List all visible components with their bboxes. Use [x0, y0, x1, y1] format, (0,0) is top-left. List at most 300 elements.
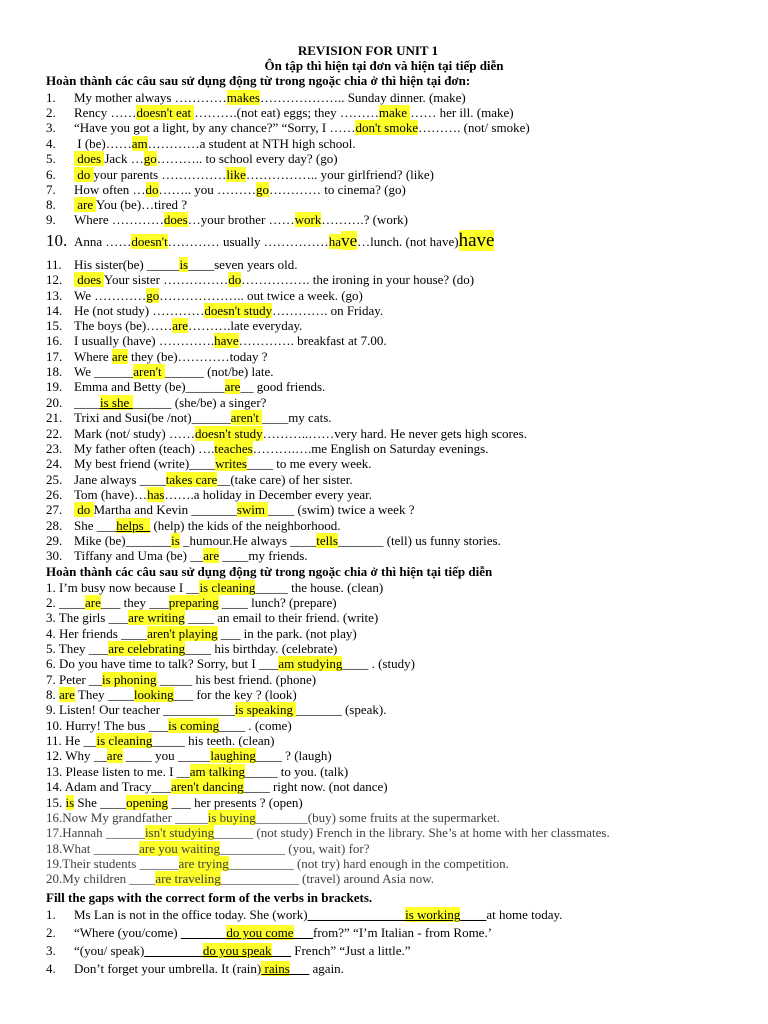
- section1-item: [46, 441, 488, 456]
- item-number: 7.: [46, 672, 56, 687]
- item-number: 12.: [46, 272, 63, 287]
- section1-item: [46, 379, 325, 394]
- sentence-text: Jack …: [104, 151, 144, 166]
- section3-item: [46, 943, 411, 958]
- sentence-text: ………… to cinema? (go): [269, 182, 406, 197]
- item-number: 19.: [46, 379, 63, 394]
- sentence-text: from?” “I’m Italian - from Rome.’: [313, 925, 493, 940]
- sentence-text: _______ (speak).: [296, 702, 387, 717]
- item-number: 18.: [46, 841, 63, 856]
- section1-item: [46, 410, 332, 425]
- answer-text: does: [163, 212, 188, 227]
- sentence-text: My best friend (write)____: [74, 456, 216, 471]
- item-number: 3.: [46, 120, 56, 135]
- section1-item: [46, 426, 527, 441]
- sentence-text: ___ they ___: [100, 595, 169, 610]
- section1-item: [46, 518, 340, 533]
- answer-text: laughing: [210, 748, 256, 763]
- sentence-text: Trixi and Susi(be /not)______: [74, 410, 231, 425]
- answer-text: has: [147, 487, 165, 502]
- sentence-text: __(take care) of her sister.: [217, 472, 353, 487]
- section1-item: [46, 120, 530, 135]
- item-number: 11.: [46, 733, 62, 748]
- answer-text: is buying: [207, 810, 256, 825]
- sentence-text: ____ lunch? (prepare): [218, 595, 337, 610]
- section2-item: [46, 687, 297, 702]
- sentence-text: Mark (not/ study) ……: [74, 426, 195, 441]
- item-number: 16.: [46, 333, 63, 348]
- item-number: 4.: [46, 961, 56, 976]
- answer-text: are trying: [178, 856, 229, 871]
- sentence-text: ____ . (study): [342, 656, 415, 671]
- section1-item: [46, 151, 338, 166]
- sentence-text: ___ for the key ? (look): [173, 687, 297, 702]
- item-number: 15.: [46, 795, 63, 810]
- answer-text: don't smoke: [355, 120, 419, 135]
- item-number: 25.: [46, 472, 63, 487]
- sentence-text: ……….….me English on Saturday evenings.: [252, 441, 489, 456]
- item-number: 5.: [46, 641, 56, 656]
- section2-item: [46, 856, 509, 871]
- answer-text: are writing: [128, 610, 185, 625]
- answer-text: is coming: [168, 718, 220, 733]
- sentence-text: ……………….. out twice a week. (go): [159, 288, 363, 303]
- sentence-text: “(you/ speak): [74, 943, 145, 958]
- sentence-text: His sister(be) _____: [74, 257, 180, 272]
- sentence-text: …lunch. (not have): [357, 234, 459, 249]
- answer-text: is: [171, 533, 180, 548]
- sentence-text: ___ in the park. (not play): [217, 626, 357, 641]
- sentence-text: _____ his best friend. (phone): [156, 672, 317, 687]
- sentence-text: ______ (not study) French in the library. She’s at home with her classmates.: [214, 825, 610, 840]
- sentence-text: Anna ……: [74, 234, 132, 249]
- sentence-text: _____ to you. (talk): [244, 764, 349, 779]
- item-number: 22.: [46, 426, 63, 441]
- sentence-text: You (be)…tired ?: [95, 197, 187, 212]
- answer-text: do you speak: [202, 943, 272, 958]
- section2-item: [46, 702, 386, 717]
- section2-item: [46, 841, 370, 856]
- sentence-text: French” “Just a little.”: [291, 943, 411, 958]
- sentence-text: ……….? (work): [321, 212, 408, 227]
- sentence-text: Your sister ……………: [103, 272, 229, 287]
- sentence-text: Mike (be)_______: [74, 533, 172, 548]
- answer-text: am studying: [278, 656, 343, 671]
- answer-text: doesn't eat: [136, 105, 195, 120]
- sentence-text: again.: [309, 961, 344, 976]
- section1-item: [46, 272, 474, 287]
- answer-text: are: [74, 197, 96, 212]
- item-number: 29.: [46, 533, 63, 548]
- answer-text: is cleaning: [199, 580, 256, 595]
- item-number: 27.: [46, 502, 63, 517]
- sentence-text: …………. breakfast at 7.00.: [238, 333, 387, 348]
- sentence-text: ………. (not/ smoke): [418, 120, 530, 135]
- answer-text: writes: [215, 456, 247, 471]
- answer-text: doesn't study: [194, 426, 263, 441]
- item-number: 1.: [46, 907, 56, 922]
- sentence-text: Now My grandfather _____: [62, 810, 208, 825]
- sentence-text: …….. you ………: [158, 182, 256, 197]
- item-number: 6.: [46, 167, 56, 182]
- sentence-text: ………..……very hard. He never gets high scores.: [262, 426, 527, 441]
- answer-text: is: [179, 257, 189, 272]
- sentence-text: I usually (have) ………….: [74, 333, 215, 348]
- sentence-text: Rency ……: [74, 105, 137, 120]
- sentence-text: Why __: [62, 748, 107, 763]
- sentence-text: I (be)……: [74, 136, 132, 151]
- item-number: 23.: [46, 441, 63, 456]
- answer-text: takes care: [165, 472, 218, 487]
- answer-text: are you waiting: [139, 841, 221, 856]
- section1-item: [46, 349, 267, 364]
- answer-text: do: [145, 182, 159, 197]
- section1-item: [46, 472, 353, 487]
- answer-text: preparing: [168, 595, 219, 610]
- sentence-text: She ___: [74, 518, 117, 533]
- item-number: 15.: [46, 318, 63, 333]
- section1-item: [46, 182, 406, 197]
- section1-item: [46, 364, 274, 379]
- sentence-text: Their students ______: [62, 856, 179, 871]
- item-number: 9.: [46, 702, 56, 717]
- section3-item: [46, 907, 562, 922]
- item-number: 20.: [46, 395, 63, 410]
- answer-text: aren't dancing: [170, 779, 244, 794]
- sentence-text: He (not study) …………: [74, 303, 205, 318]
- item-number: 3.: [46, 610, 56, 625]
- sentence-text: ____seven years old.: [188, 257, 298, 272]
- section1-item: [46, 333, 387, 348]
- item-number: 20.: [46, 871, 63, 886]
- section2-item: [46, 672, 316, 687]
- sentence-text: …… her ill. (make): [410, 105, 514, 120]
- section1-item: [46, 533, 501, 548]
- sentence-text: They ___: [55, 641, 109, 656]
- answer-text: are celebrating: [108, 641, 186, 656]
- answer-text: opening: [126, 795, 169, 810]
- sentence-text: …………a student at NTH high school.: [147, 136, 356, 151]
- sentence-text: Where: [74, 349, 112, 364]
- answer-text: is she: [100, 395, 133, 410]
- sentence-text: ____ to me every week.: [246, 456, 372, 471]
- answer-text: like: [226, 167, 246, 182]
- section3-heading: Fill the gaps with the correct form of the verbs in brackets.: [46, 890, 373, 905]
- section1-item: [46, 90, 466, 105]
- item-number: 3.: [46, 943, 56, 958]
- sentence-text: your parents ……………: [93, 167, 227, 182]
- sentence-text: Martha and Kevin _______: [93, 502, 237, 517]
- section1-item: [46, 105, 514, 120]
- section2-item: [46, 748, 332, 763]
- section2-item: [46, 871, 434, 886]
- answer-text: is phoning: [101, 672, 157, 687]
- section1-item: [46, 502, 414, 517]
- item-number: 4.: [46, 626, 56, 641]
- sentence-text: Listen! Our teacher ___________: [55, 702, 235, 717]
- item-number: 8.: [46, 687, 56, 702]
- section1-heading: Hoàn thành các câu sau sử dụng động từ trong ngoặc chia ở thì hiện tại đơn:: [46, 73, 471, 88]
- item-number: 13.: [46, 764, 63, 779]
- sentence-text: ___: [293, 925, 313, 940]
- item-number: 17.: [46, 349, 63, 364]
- sentence-text: ____my friends.: [219, 548, 308, 563]
- sentence-text: ………… usually ……………: [167, 234, 329, 249]
- sentence-text: My children ____: [62, 871, 156, 886]
- item-number: 1.: [46, 90, 56, 105]
- item-number: 5.: [46, 151, 56, 166]
- answer-text: are traveling: [155, 871, 221, 886]
- section1-item: [46, 456, 372, 471]
- answer-text: do: [74, 167, 94, 182]
- sentence-text: ____ an email to their friend. (write): [184, 610, 379, 625]
- section2-item: [46, 641, 337, 656]
- sentence-text: Hurry! The bus ___: [62, 718, 169, 733]
- sentence-text: “Where (you/come): [74, 925, 181, 940]
- item-number: 10.: [46, 718, 63, 733]
- item-number: 14.: [46, 779, 63, 794]
- answer-text: does: [74, 151, 105, 166]
- item-number: 19.: [46, 856, 63, 871]
- sentence-text: ______ (not/be) late.: [164, 364, 274, 379]
- answer-text: doesn't study: [204, 303, 273, 318]
- answer-text: have: [214, 333, 239, 348]
- sentence-text: Hannah ______: [62, 825, 145, 840]
- sentence-text: Do you have time to talk? Sorry, but I ___: [55, 656, 279, 671]
- answer-text: are: [59, 687, 75, 702]
- sentence-text: ……….late everyday.: [188, 318, 303, 333]
- sentence-text: “Have you got a light, by any chance?” “Sorry, I ……: [74, 120, 356, 135]
- section2-item: [46, 580, 383, 595]
- answer-text: is speaking: [234, 702, 297, 717]
- section2-item: [46, 595, 337, 610]
- section1-item: [46, 212, 408, 227]
- answer-text: go: [146, 288, 160, 303]
- sentence-text: at home today.: [486, 907, 563, 922]
- sentence-text: (help) the kids of the neighborhood.: [150, 518, 341, 533]
- item-number: 14.: [46, 303, 63, 318]
- sentence-text: Emma and Betty (be)______: [74, 379, 225, 394]
- sentence-text: We …………: [74, 288, 147, 303]
- page-subtitle: Ôn tập thì hiện tại đơn và hiện tại tiếp diễn: [264, 58, 504, 73]
- section1-item: [46, 318, 302, 333]
- sentence-text: I’m busy now because I __: [55, 580, 200, 595]
- answer-text: do: [228, 272, 242, 287]
- answer-text: are: [203, 548, 220, 563]
- answer-text: ve: [341, 231, 358, 250]
- sentence-text: Her friends ____: [55, 626, 148, 641]
- sentence-text: ____: [55, 595, 85, 610]
- answer-text: helps_: [116, 518, 151, 533]
- answer-text: makes: [226, 90, 260, 105]
- answer-text: looking: [133, 687, 174, 702]
- sentence-text: ……….. to school every day? (go): [156, 151, 338, 166]
- item-number: 7.: [46, 182, 56, 197]
- section2-item: [46, 610, 378, 625]
- answer-text: tells: [316, 533, 338, 548]
- answer-text: does: [74, 272, 104, 287]
- answer-text: are: [106, 748, 123, 763]
- item-number: 4.: [46, 136, 56, 151]
- item-number: 30.: [46, 548, 63, 563]
- sentence-text: __ good friends.: [240, 379, 326, 394]
- answer-text: go: [256, 182, 269, 197]
- section1-item: [46, 197, 187, 212]
- item-number: 1.: [46, 580, 56, 595]
- section2-item: [46, 825, 610, 840]
- sentence-text: _______: [180, 925, 227, 940]
- answer-text: work: [294, 212, 322, 227]
- sentence-text: He __: [61, 733, 97, 748]
- sentence-text: Where …………: [74, 212, 164, 227]
- answer-text: aren't: [230, 410, 263, 425]
- section3-item: [46, 925, 492, 940]
- page-title: REVISION FOR UNIT 1: [297, 43, 439, 58]
- sentence-text: ____ . (come): [219, 718, 292, 733]
- sentence-text: …………. on Friday.: [272, 303, 384, 318]
- answer-text: teaches: [214, 441, 253, 456]
- item-number: 12.: [46, 748, 63, 763]
- answer-text: is: [65, 795, 75, 810]
- section2-item: [46, 656, 415, 671]
- section2-item: [46, 764, 348, 779]
- section1-item: [46, 288, 363, 303]
- sentence-text: ____ ? (laugh): [255, 748, 332, 763]
- section3-item: [46, 961, 344, 976]
- item-number: 13.: [46, 288, 63, 303]
- sentence-text: __________ (not try) hard enough in the competition.: [228, 856, 509, 871]
- item-number: 2.: [46, 595, 56, 610]
- section1-item: [46, 230, 495, 251]
- section1-item: [46, 136, 356, 151]
- answer-text: are: [111, 349, 128, 364]
- item-number: 16.: [46, 810, 63, 825]
- section2-item: [46, 626, 357, 641]
- sentence-text: _humour.He always ____: [179, 533, 317, 548]
- sentence-text: My mother always …………: [74, 90, 227, 105]
- item-number: 24.: [46, 456, 63, 471]
- sentence-text: _____ the house. (clean): [255, 580, 384, 595]
- sentence-text: ……………….. Sunday dinner. (make): [259, 90, 466, 105]
- section1-item: [46, 487, 372, 502]
- sentence-text: ______ (she/be) a singer?: [132, 395, 267, 410]
- item-number: 17.: [46, 825, 63, 840]
- item-number: 11.: [46, 257, 62, 272]
- sentence-text: ____ right now. (not dance): [243, 779, 388, 794]
- answer-text: are: [172, 318, 189, 333]
- section1-item: [46, 548, 308, 563]
- item-number: 2.: [46, 925, 56, 940]
- sentence-text: They ____: [74, 687, 134, 702]
- answer-text: are: [85, 595, 101, 610]
- sentence-text: _______________: [307, 907, 406, 922]
- section2-heading: Hoàn thành các câu sau sử dụng động từ trong ngoặc chia ở thì hiện tại tiếp diễn: [46, 564, 493, 579]
- section2-item: [46, 810, 500, 825]
- answer-text: swim: [236, 502, 269, 517]
- answer-text: go: [143, 151, 157, 166]
- sentence-text: We ______: [74, 364, 134, 379]
- sentence-text: they (be)…………today ?: [127, 349, 268, 364]
- sentence-text: ____ his birthday. (celebrate): [185, 641, 338, 656]
- sentence-text: The girls ___: [55, 610, 129, 625]
- answer-text: aren't playing: [147, 626, 218, 641]
- section1-item: [46, 303, 383, 318]
- sentence-text: What _______: [62, 841, 140, 856]
- item-number: 26.: [46, 487, 63, 502]
- sentence-text: Tom (have)…: [74, 487, 148, 502]
- item-number: 8.: [46, 197, 56, 212]
- sentence-text: Don’t forget your umbrella. It (rain): [74, 961, 262, 976]
- sentence-text: ____ you _____: [122, 748, 211, 763]
- item-number: 21.: [46, 410, 63, 425]
- sentence-text: Adam and Tracy___: [62, 779, 171, 794]
- answer-text: are: [224, 379, 241, 394]
- sentence-text: __________ (you, wait) for?: [220, 841, 370, 856]
- answer-text: isn't studying: [144, 825, 215, 840]
- item-number: 6.: [46, 656, 56, 671]
- answer-text: is cleaning: [96, 733, 153, 748]
- sentence-text: The boys (be)……: [74, 318, 173, 333]
- sentence-text: _______ (tell) us funny stories.: [337, 533, 501, 548]
- sentence-text: ____my cats.: [262, 410, 332, 425]
- item-number: 2.: [46, 105, 56, 120]
- section2-item: [46, 718, 292, 733]
- answer-text: do: [74, 502, 94, 517]
- item-number: 28.: [46, 518, 63, 533]
- answer-text: am talking: [189, 764, 245, 779]
- sentence-text: ___: [271, 943, 291, 958]
- sentence-text: ____: [74, 395, 100, 410]
- answer-text: rains: [261, 961, 290, 976]
- section2-item: [46, 733, 274, 748]
- sentence-text: Tiffany and Uma (be) __: [74, 548, 204, 563]
- section2-item: [46, 779, 388, 794]
- sentence-text: ……….(not eat) eggs; they ………: [194, 105, 379, 120]
- sentence-text: ___: [289, 961, 310, 976]
- section1-item: [46, 395, 266, 410]
- answer-text: am: [131, 136, 148, 151]
- sentence-text: ……………. the ironing in your house? (do): [241, 272, 475, 287]
- answer-text: have: [458, 230, 495, 251]
- sentence-text: My father often (teach) ….: [74, 441, 215, 456]
- sentence-text: Peter __: [55, 672, 102, 687]
- sentence-text: ___ her presents ? (open): [168, 795, 303, 810]
- section2-item: [46, 795, 303, 810]
- sentence-text: …………….. your girlfriend? (like): [245, 167, 434, 182]
- sentence-text: How often …: [74, 182, 146, 197]
- sentence-text: _________: [144, 943, 203, 958]
- sentence-text: _____ his teeth. (clean): [152, 733, 275, 748]
- answer-text: do you come: [226, 925, 294, 940]
- item-number: 9.: [46, 212, 56, 227]
- sentence-text: …your brother ……: [187, 212, 295, 227]
- answer-text: doesn't: [131, 234, 168, 249]
- item-number: 10.: [46, 231, 68, 250]
- sentence-text: …….a holiday in December every year.: [164, 487, 372, 502]
- sentence-text: ____________ (travel) around Asia now.: [220, 871, 434, 886]
- sentence-text: Jane always ____: [74, 472, 166, 487]
- sentence-text: She ____: [74, 795, 127, 810]
- sentence-text: Please listen to me. I __: [62, 764, 190, 779]
- answer-text: ha: [328, 234, 342, 249]
- answer-text: is working: [405, 907, 461, 922]
- item-number: 18.: [46, 364, 63, 379]
- answer-text: make: [378, 105, 411, 120]
- section1-item: [46, 257, 298, 272]
- sentence-text: Ms Lan is not in the office today. She (work): [74, 907, 308, 922]
- section1-item: [46, 167, 434, 182]
- answer-text: aren't: [133, 364, 165, 379]
